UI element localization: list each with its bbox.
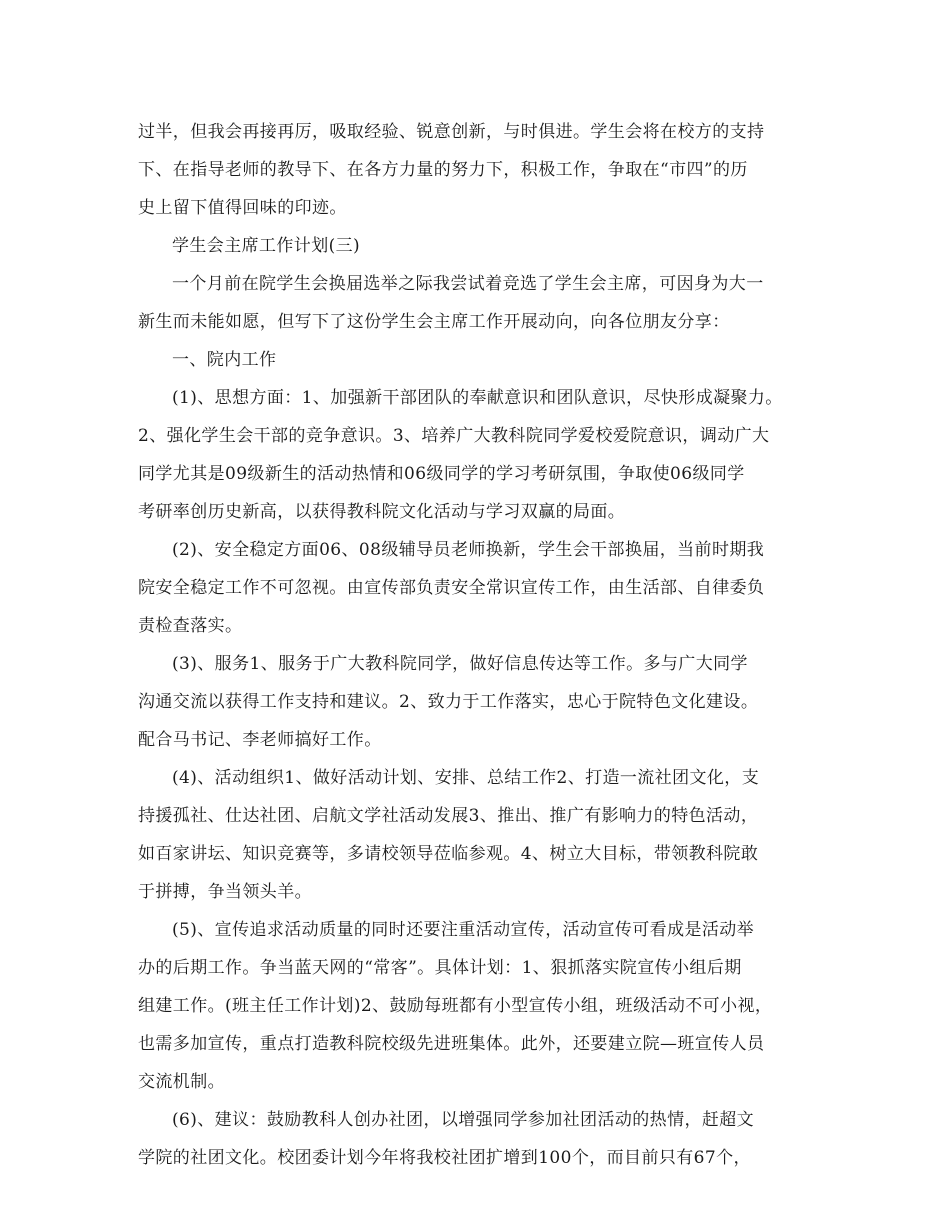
text-line: 如百家讲坛、知识竞赛等，多请校领导莅临参观。4、树立大目标，带领教科院敢 xyxy=(138,844,759,864)
paragraph-start-line: (1)、思想方面：1、加强新干部团队的奉献意识和团队意识，尽快形成凝聚力。 xyxy=(172,388,783,408)
paragraph-start-line: (2)、安全稳定方面06、08级辅导员老师换新，学生会干部换届，当前时期我 xyxy=(172,540,765,560)
paragraph-start-line: (4)、活动组织1、做好活动计划、安排、总结工作2、打造一流社团文化，支 xyxy=(172,768,760,788)
text-line: 2、强化学生会干部的竞争意识。3、培养广大教科院同学爱校爱院意识，调动广大 xyxy=(138,426,770,446)
text-line: 持援孤社、仕达社团、启航文学社活动发展3、推出、推广有影响力的特色活动， xyxy=(138,806,759,826)
text-line: 也需多加宣传，重点打造教科院校级先进班集体。此外，还要建立院—班宣传人员 xyxy=(138,1034,765,1054)
text-line: 学院的社团文化。校团委计划今年将我校社团扩增到100个，而目前只有67个， xyxy=(138,1148,751,1168)
text-line: 下、在指导老师的教导下、在各方力量的努力下，积极工作，争取在“市四”的历 xyxy=(138,160,748,180)
text-line: 新生而未能如愿，但写下了这份学生会主席工作开展动向，向各位朋友分享： xyxy=(138,312,730,332)
text-line: 过半，但我会再接再厉，吸取经验、锐意创新，与时俱进。学生会将在校方的支持 xyxy=(138,122,765,142)
paragraph-start-line: (3)、服务1、服务于广大教科院同学，做好信息传达等工作。多与广大同学 xyxy=(172,654,748,674)
document-body xyxy=(138,113,828,1177)
text-line: 史上留下值得回味的印迹。 xyxy=(138,198,347,218)
text-line: 于拼搏，争当领头羊。 xyxy=(138,882,312,902)
text-line: 组建工作。(班主任工作计划)2、鼓励每班都有小型宣传小组，班级活动不可小视， xyxy=(138,996,773,1016)
paragraph-start-line: 学生会主席工作计划(三) xyxy=(172,236,361,256)
paragraph-start-line: (5)、宣传追求活动质量的同时还要注重活动宣传，活动宣传可看成是活动举 xyxy=(172,920,755,940)
paragraph-start-line: 一个月前在院学生会换届选举之际我尝试着竞选了学生会主席，可因身为大一 xyxy=(172,274,764,294)
text-line: 责检查落实。 xyxy=(138,616,243,636)
text-line: 交流机制。 xyxy=(138,1072,225,1092)
text-line: 办的后期工作。争当蓝天网的“常客”。具体计划：1、狠抓落实院宣传小组后期 xyxy=(138,958,742,978)
text-line: 配合马书记、李老师搞好工作。 xyxy=(138,730,382,750)
paragraph-start-line: (6)、建议：鼓励教科人创办社团，以增强同学参加社团活动的热情，赶超文 xyxy=(172,1110,755,1130)
text-line: 沟通交流以获得工作支持和建议。2、致力于工作落实，忠心于院特色文化建设。 xyxy=(138,692,759,712)
paragraph-start-line: 一、院内工作 xyxy=(172,350,277,370)
text-line: 考研率创历史新高，以获得教科院文化活动与学习双赢的局面。 xyxy=(138,502,626,522)
text-line: 院安全稳定工作不可忽视。由宣传部负责安全常识宣传工作，由生活部、自律委负 xyxy=(138,578,765,598)
text-line: 同学尤其是09级新生的活动热情和06级同学的学习考研氛围，争取使06级同学 xyxy=(138,464,745,484)
